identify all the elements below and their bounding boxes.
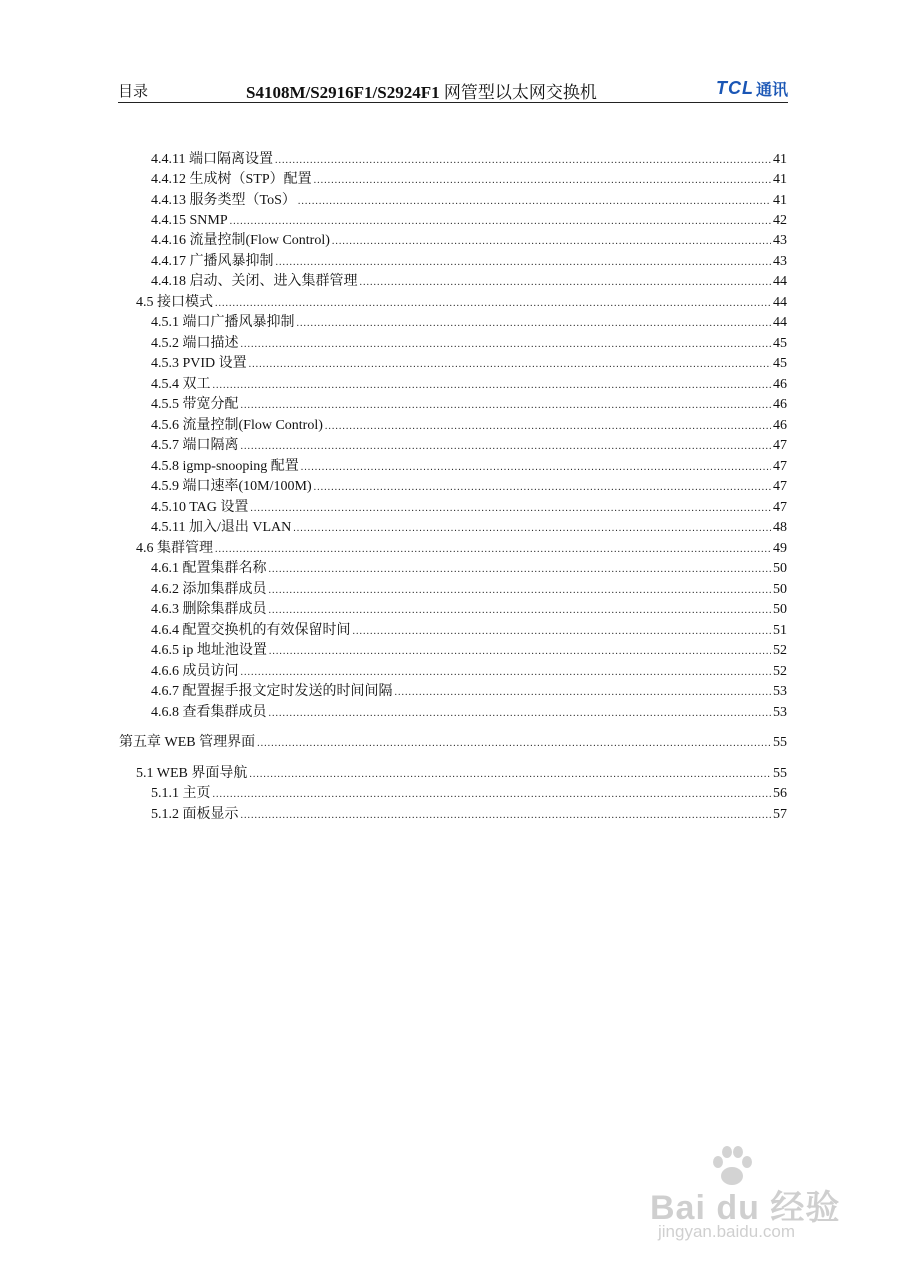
toc-entry-title: 4.6.8 查看集群成员: [151, 705, 267, 720]
toc-leader-dots: [241, 807, 772, 825]
toc-entry-title: 4.6.2 添加集群成员: [151, 582, 267, 597]
toc-leader-dots: [395, 684, 772, 702]
toc-entry-page: 48: [773, 520, 787, 535]
toc-entry[interactable]: [151, 396, 787, 415]
toc-entry-title: 4.4.17 广播风暴抑制: [151, 254, 274, 269]
toc-entry[interactable]: [151, 417, 787, 436]
toc-entry[interactable]: [151, 519, 787, 538]
header-title-model: S4108M/S2916F1/S2924F1: [246, 83, 440, 102]
toc-entry-page: 50: [773, 582, 787, 597]
toc-entry[interactable]: [151, 642, 787, 661]
toc-leader-dots: [275, 152, 771, 170]
toc-leader-dots: [241, 336, 772, 354]
toc-entry[interactable]: [151, 683, 787, 702]
toc-entry-title: 4.6.3 删除集群成员: [151, 602, 267, 617]
toc-entry-page: 47: [773, 479, 787, 494]
toc-entry[interactable]: [151, 560, 787, 579]
toc-entry-page: 44: [773, 295, 787, 310]
toc-entry-title: 4.4.18 启动、关闭、进入集群管理: [151, 274, 358, 289]
toc-leader-dots: [301, 459, 771, 477]
toc-entry-page: 49: [773, 541, 787, 556]
toc-entry-title: 4.6.1 配置集群名称: [151, 561, 267, 576]
toc-leader-dots: [269, 582, 772, 600]
header-section-label: 目录: [118, 84, 149, 100]
watermark-brand: Bai du 经验: [650, 1189, 841, 1227]
toc-entry[interactable]: [151, 478, 787, 497]
toc-entry-title: 4.5.4 双工: [151, 377, 211, 392]
toc-entry[interactable]: [151, 437, 787, 456]
toc-entry-page: 43: [773, 254, 787, 269]
toc-entry-title: 4.5.2 端口描述: [151, 336, 239, 351]
toc-entry-page: 47: [773, 438, 787, 453]
toc-entry[interactable]: [151, 355, 787, 374]
toc-entry[interactable]: [136, 540, 787, 559]
toc-entry-page: 41: [773, 172, 787, 187]
toc-entry-title: 4.5.9 端口速率(10M/100M): [151, 479, 312, 494]
toc-entry-page: 52: [773, 643, 787, 658]
toc-leader-dots: [213, 377, 772, 395]
toc-entry[interactable]: [119, 734, 787, 753]
toc-leader-dots: [250, 500, 771, 518]
toc-leader-dots: [298, 193, 771, 211]
toc-leader-dots: [325, 418, 771, 436]
toc-leader-dots: [314, 172, 771, 190]
toc-leader-dots: [269, 602, 772, 620]
toc-entry[interactable]: [151, 601, 787, 620]
toc-leader-dots: [241, 438, 772, 456]
toc-entry[interactable]: [151, 192, 787, 211]
toc-entry-page: 52: [773, 664, 787, 679]
toc-entry-title: 4.5.8 igmp-snooping 配置: [151, 459, 299, 474]
toc-entry-page: 42: [773, 213, 787, 228]
toc-entry-title: 第五章 WEB 管理界面: [119, 735, 256, 750]
toc-leader-dots: [249, 356, 771, 374]
toc-leader-dots: [269, 643, 771, 661]
toc-entry-page: 55: [773, 735, 787, 750]
toc-leader-dots: [269, 705, 772, 723]
toc-leader-dots: [293, 520, 771, 538]
logo-latin: TCL: [715, 78, 754, 98]
toc-entry[interactable]: [151, 458, 787, 477]
toc-entry-title: 4.6 集群管理: [136, 541, 213, 556]
toc-leader-dots: [241, 664, 772, 682]
toc-entry[interactable]: [151, 704, 787, 723]
toc-leader-dots: [314, 479, 771, 497]
toc-entry[interactable]: [151, 171, 787, 190]
toc-entry-title: 5.1.2 面板显示: [151, 807, 239, 822]
baidu-jingyan-watermark: [644, 1146, 864, 1246]
toc-entry[interactable]: [151, 273, 787, 292]
toc-entry[interactable]: [151, 314, 787, 333]
toc-entry-page: 43: [773, 233, 787, 248]
toc-entry-title: 4.5.10 TAG 设置: [151, 500, 249, 515]
toc-entry[interactable]: [151, 232, 787, 251]
toc-entry-page: 51: [773, 623, 787, 638]
toc-entry-page: 56: [773, 786, 787, 801]
toc-entry-page: 45: [773, 336, 787, 351]
toc-entry-page: 46: [773, 377, 787, 392]
toc-entry-page: 53: [773, 684, 787, 699]
toc-entry-page: 50: [773, 602, 787, 617]
toc-entry-title: 5.1 WEB 界面导航: [136, 766, 248, 781]
toc-entry-page: 41: [773, 152, 787, 167]
toc-entry-title: 4.6.4 配置交换机的有效保留时间: [151, 623, 351, 638]
toc-entry-page: 50: [773, 561, 787, 576]
toc-entry-title: 4.5 接口模式: [136, 295, 213, 310]
toc-entry-page: 47: [773, 459, 787, 474]
toc-entry-page: 55: [773, 766, 787, 781]
toc-entry[interactable]: [151, 581, 787, 600]
page-header: [118, 76, 788, 103]
toc-entry[interactable]: [151, 806, 787, 825]
toc-leader-dots: [213, 786, 772, 804]
toc-entry-title: 4.4.13 服务类型（ToS）: [151, 193, 296, 208]
toc-entry-page: 44: [773, 274, 787, 289]
toc-entry-page: 47: [773, 500, 787, 515]
toc-entry-title: 4.4.12 生成树（STP）配置: [151, 172, 312, 187]
header-title-desc: 网管型以太网交换机: [439, 83, 597, 102]
toc-entry-page: 46: [773, 397, 787, 412]
toc-entry-page: 46: [773, 418, 787, 433]
toc-entry[interactable]: [151, 622, 787, 641]
toc-entry-page: 44: [773, 315, 787, 330]
toc-entry[interactable]: [151, 212, 787, 231]
toc-entry-page: 41: [773, 193, 787, 208]
toc-entry[interactable]: [151, 253, 787, 272]
toc-entry[interactable]: [151, 335, 787, 354]
tcl-logo: [716, 77, 788, 100]
toc-entry-title: 4.6.6 成员访问: [151, 664, 239, 679]
toc-entry-title: 4.5.11 加入/退出 VLAN: [151, 520, 292, 535]
toc-leader-dots: [215, 295, 771, 313]
toc-entry-title: 4.4.15 SNMP: [151, 213, 228, 228]
toc-leader-dots: [276, 254, 772, 272]
toc-entry-title: 4.5.5 带宽分配: [151, 397, 239, 412]
toc-leader-dots: [249, 766, 771, 784]
toc-entry-title: 4.5.1 端口广播风暴抑制: [151, 315, 295, 330]
toc-entry-page: 45: [773, 356, 787, 371]
toc-entry-title: 4.4.16 流量控制(Flow Control): [151, 233, 330, 248]
toc-entry-page: 53: [773, 705, 787, 720]
toc-leader-dots: [257, 735, 771, 753]
toc-entry-title: 4.4.11 端口隔离设置: [151, 152, 273, 167]
logo-chinese: 通讯: [755, 80, 788, 99]
toc-entry-page: 57: [773, 807, 787, 822]
toc-entry-title: 4.6.5 ip 地址池设置: [151, 643, 267, 658]
toc-entry-title: 4.5.6 流量控制(Flow Control): [151, 418, 323, 433]
toc-entry[interactable]: [151, 499, 787, 518]
toc-leader-dots: [215, 541, 771, 559]
toc-entry-title: 4.5.7 端口隔离: [151, 438, 239, 453]
toc-entry[interactable]: [136, 765, 787, 784]
toc-entry-title: 4.5.3 PVID 设置: [151, 356, 247, 371]
toc-leader-dots: [269, 561, 772, 579]
toc-leader-dots: [230, 213, 771, 231]
toc-entry[interactable]: [151, 785, 787, 804]
toc-leader-dots: [360, 274, 772, 292]
toc-leader-dots: [332, 233, 771, 251]
toc-entry-title: 4.6.7 配置握手报文定时发送的时间间隔: [151, 684, 393, 699]
toc-entry[interactable]: [151, 663, 787, 682]
toc-entry-title: 5.1.1 主页: [151, 786, 211, 801]
toc-entry[interactable]: [151, 376, 787, 395]
toc-leader-dots: [353, 623, 772, 641]
toc-leader-dots: [241, 397, 772, 415]
toc-entry[interactable]: [136, 294, 787, 313]
header-title: [246, 78, 597, 103]
toc-leader-dots: [297, 315, 772, 333]
watermark-url: jingyan.baidu.com: [658, 1222, 796, 1241]
toc-entry[interactable]: [151, 151, 787, 170]
